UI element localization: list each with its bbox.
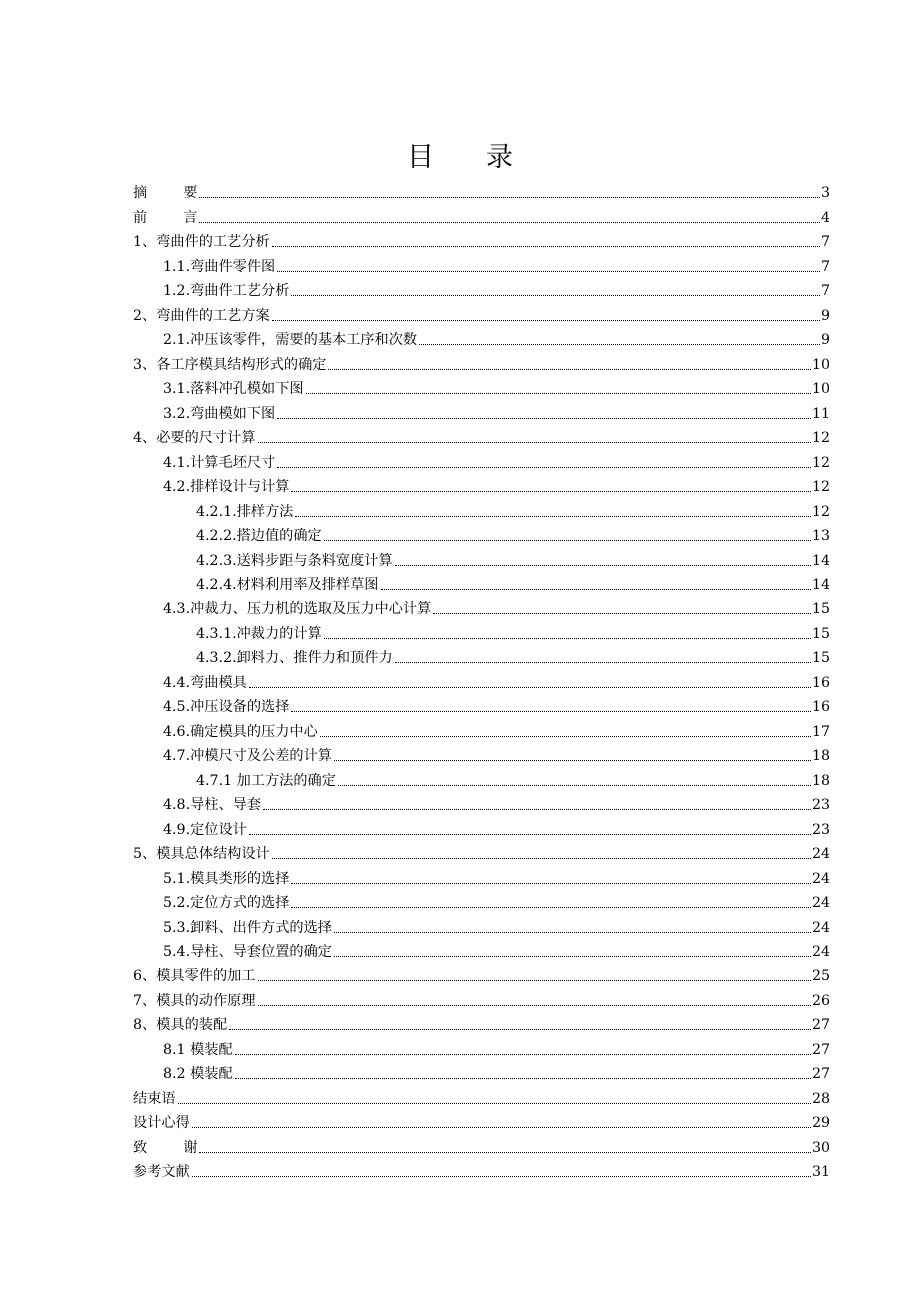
toc-entry[interactable] — [133, 524, 830, 548]
toc-entry-label: 4.3.1.冲裁力的计算 — [196, 625, 322, 642]
toc-dot-leader — [324, 540, 811, 541]
toc-entry[interactable] — [133, 842, 830, 866]
toc-entry-label: 4.9.定位设计 — [163, 821, 247, 838]
toc-entry[interactable] — [133, 450, 830, 474]
toc-dot-leader — [199, 197, 820, 198]
toc-entry[interactable] — [133, 1062, 830, 1086]
toc-entry[interactable] — [133, 499, 830, 523]
toc-entry-label: 参考文献 — [133, 1164, 190, 1181]
toc-entry-label: 8.1 模装配 — [163, 1041, 233, 1058]
toc-dot-leader — [295, 516, 811, 517]
toc-entry-label: 4.8.导柱、导套 — [163, 797, 262, 814]
toc-entry-page-number: 12 — [811, 503, 830, 520]
toc-entry-label: 4.1.计算毛坯尺寸 — [163, 454, 276, 471]
toc-entry-label: 4.7.1 加工方法的确定 — [196, 772, 336, 789]
toc-entry-page-number: 29 — [811, 1115, 830, 1132]
toc-entry[interactable] — [133, 695, 830, 719]
toc-entry-page-number: 4 — [820, 209, 830, 226]
toc-dot-leader — [277, 467, 811, 468]
toc-dot-leader — [291, 711, 811, 712]
toc-entry-page-number: 11 — [811, 405, 830, 422]
toc-dot-leader — [320, 736, 811, 737]
toc-entry-page-number: 16 — [811, 674, 830, 691]
toc-entry-label: 4.6.确定模具的压力中心 — [163, 723, 318, 740]
toc-entry[interactable] — [133, 964, 830, 988]
toc-dot-leader — [272, 246, 820, 247]
toc-entry-page-number: 13 — [811, 528, 830, 545]
toc-entry[interactable] — [133, 1013, 830, 1037]
toc-heading-char-2: 录 — [486, 142, 513, 173]
toc-dot-leader — [199, 222, 820, 223]
toc-dot-leader — [291, 883, 811, 884]
toc-entry-label: 4、必要的尺寸计算 — [133, 430, 256, 447]
toc-entry-label: 2.1.冲压该零件，需要的基本工序和次数 — [163, 332, 418, 349]
toc-dot-leader — [433, 613, 811, 614]
toc-entry[interactable] — [133, 817, 830, 841]
toc-entry[interactable] — [133, 940, 830, 964]
toc-entry-label: 4.4.弯曲模具 — [163, 674, 247, 691]
toc-entry-label: 5、模具总体结构设计 — [133, 846, 270, 863]
toc-entry-page-number: 9 — [820, 332, 830, 349]
toc-entry[interactable] — [133, 915, 830, 939]
toc-dot-leader — [291, 491, 811, 492]
toc-dot-leader — [306, 393, 811, 394]
toc-entry[interactable] — [133, 352, 830, 376]
toc-entry-page-number: 17 — [811, 723, 830, 740]
toc-entry-label: 4.3.2.卸料力、推件力和顶件力 — [196, 650, 393, 667]
toc-entry-label: 8、模具的装配 — [133, 1017, 228, 1034]
toc-entry-page-number: 3 — [820, 185, 830, 202]
toc-dot-leader — [272, 320, 820, 321]
toc-entry-page-number: 12 — [811, 479, 830, 496]
toc-entry-page-number: 27 — [811, 1017, 830, 1034]
toc-entry[interactable] — [133, 866, 830, 890]
toc-entry-page-number: 14 — [811, 576, 830, 593]
toc-entry[interactable] — [133, 670, 830, 694]
toc-entry[interactable] — [133, 1160, 830, 1184]
toc-entry-page-number: 15 — [811, 625, 830, 642]
toc-entry[interactable] — [133, 1086, 830, 1110]
toc-entry[interactable] — [133, 475, 830, 499]
toc-entry[interactable] — [133, 230, 830, 254]
toc-entry[interactable] — [133, 1111, 830, 1135]
toc-dot-leader — [381, 589, 811, 590]
toc-entry[interactable] — [133, 401, 830, 425]
toc-dot-leader — [199, 1152, 811, 1153]
toc-entry-label: 致谢 — [133, 1139, 234, 1156]
toc-entry[interactable] — [133, 254, 830, 278]
toc-dot-leader — [258, 442, 811, 443]
toc-entry-label: 5.3.卸料、出件方式的选择 — [163, 919, 332, 936]
toc-entry-page-number: 15 — [811, 650, 830, 667]
toc-entry-page-number: 24 — [811, 870, 830, 887]
toc-entry-page-number: 14 — [811, 552, 830, 569]
toc-dot-leader — [334, 932, 811, 933]
toc-dot-leader — [277, 271, 820, 272]
toc-entry-page-number: 31 — [811, 1164, 830, 1181]
toc-dot-leader — [328, 369, 810, 370]
toc-entry[interactable] — [133, 279, 830, 303]
toc-entry-label: 5.2.定位方式的选择 — [163, 895, 290, 912]
toc-entry-page-number: 23 — [811, 797, 830, 814]
toc-entry-page-number: 10 — [811, 381, 830, 398]
toc-entry[interactable] — [133, 1037, 830, 1061]
toc-entry-page-number: 27 — [811, 1041, 830, 1058]
toc-dot-leader — [192, 1176, 811, 1177]
toc-entry[interactable] — [133, 891, 830, 915]
toc-dot-leader — [258, 1005, 811, 1006]
toc-entry-label: 2、弯曲件的工艺方案 — [133, 307, 270, 324]
toc-entry[interactable] — [133, 328, 830, 352]
toc-entry-page-number: 23 — [811, 821, 830, 838]
toc-heading-char-1: 目 — [407, 142, 434, 173]
toc-dot-leader — [395, 565, 811, 566]
toc-entry-page-number: 26 — [811, 992, 830, 1009]
toc-entry-page-number: 24 — [811, 846, 830, 863]
toc-dot-leader — [263, 809, 811, 810]
toc-entry-page-number: 7 — [820, 234, 830, 251]
toc-entry-label: 7、模具的动作原理 — [133, 992, 256, 1009]
toc-entry[interactable] — [133, 548, 830, 572]
toc-entry-label: 5.4.导柱、导套位置的确定 — [163, 944, 332, 960]
toc-entry-label: 1.2.弯曲件工艺分析 — [163, 283, 290, 300]
toc-entry-label: 4.3.冲裁力、压力机的选取及压力中心计算 — [163, 601, 432, 618]
toc-list — [133, 181, 830, 1184]
toc-entry-page-number: 18 — [811, 748, 830, 765]
toc-dot-leader — [395, 662, 811, 663]
toc-entry[interactable] — [133, 988, 830, 1012]
toc-entry-label: 摘要 — [133, 185, 234, 202]
toc-entry-label: 5.1.模具类形的选择 — [163, 870, 290, 887]
toc-entry-page-number: 12 — [811, 430, 830, 447]
toc-entry-page-number: 7 — [820, 258, 830, 275]
toc-entry-label: 4.7.冲模尺寸及公差的计算 — [163, 748, 332, 765]
toc-entry[interactable] — [133, 303, 830, 327]
toc-entry-label: 4.2.2.搭边值的确定 — [196, 528, 322, 545]
toc-entry-label: 4.2.排样设计与计算 — [163, 479, 290, 496]
toc-entry-label: 8.2 模装配 — [163, 1066, 233, 1083]
toc-entry[interactable] — [133, 719, 830, 743]
toc-dot-leader — [334, 760, 811, 761]
toc-entry-label: 结束语 — [133, 1090, 176, 1107]
toc-entry-label: 1、弯曲件的工艺分析 — [133, 234, 270, 251]
toc-entry[interactable] — [133, 1135, 830, 1159]
toc-dot-leader — [229, 1029, 811, 1030]
toc-dot-leader — [272, 858, 811, 859]
toc-dot-leader — [338, 785, 811, 786]
toc-entry-label: 6、模具零件的加工 — [133, 968, 256, 985]
toc-entry[interactable] — [133, 597, 830, 621]
toc-entry-label: 4.2.3.送料步距与条料宽度计算 — [196, 552, 393, 569]
toc-entry-label: 设计心得 — [133, 1115, 190, 1132]
toc-entry-page-number: 27 — [811, 1066, 830, 1083]
toc-entry[interactable] — [133, 377, 830, 401]
toc-entry-page-number: 9 — [820, 307, 830, 324]
toc-dot-leader — [277, 418, 811, 419]
toc-entry-page-number: 18 — [811, 772, 830, 789]
toc-entry[interactable] — [133, 573, 830, 597]
toc-entry-page-number: 16 — [811, 699, 830, 716]
toc-entry-label: 4.2.4.材料利用率及排样草图 — [196, 576, 379, 593]
toc-entry-page-number: 15 — [811, 601, 830, 618]
toc-entry-page-number: 30 — [811, 1139, 830, 1156]
toc-dot-leader — [324, 638, 811, 639]
toc-entry[interactable] — [133, 621, 830, 645]
toc-dot-leader — [235, 1078, 811, 1079]
toc-entry-label: 1.1.弯曲件零件图 — [163, 258, 276, 275]
toc-dot-leader — [192, 1127, 811, 1128]
toc-entry-page-number: 24 — [811, 919, 830, 936]
toc-entry[interactable] — [133, 768, 830, 792]
toc-entry-label: 4.5.冲压设备的选择 — [163, 699, 290, 716]
toc-dot-leader — [235, 1054, 811, 1055]
toc-entry-page-number: 24 — [811, 944, 830, 960]
toc-entry-label: 4.2.1.排样方法 — [196, 503, 294, 520]
toc-dot-leader — [178, 1103, 811, 1104]
toc-dot-leader — [419, 344, 820, 345]
toc-entry[interactable] — [133, 646, 830, 670]
toc-entry-label: 前言 — [133, 209, 234, 226]
toc-entry-label: 3.2.弯曲模如下图 — [163, 405, 276, 422]
toc-dot-leader — [258, 980, 811, 981]
toc-heading — [0, 138, 920, 178]
toc-entry[interactable] — [133, 744, 830, 768]
toc-entry[interactable] — [133, 181, 830, 205]
toc-entry-page-number: 24 — [811, 895, 830, 912]
toc-dot-leader — [291, 907, 811, 908]
toc-entry-label: 3、各工序模具结构形式的确定 — [133, 356, 327, 373]
toc-dot-leader — [334, 956, 811, 957]
toc-entry-page-number: 10 — [811, 356, 830, 373]
toc-entry[interactable] — [133, 793, 830, 817]
toc-entry-label: 3.1.落料冲孔模如下图 — [163, 381, 304, 398]
toc-dot-leader — [249, 687, 811, 688]
toc-entry-page-number: 28 — [811, 1090, 830, 1107]
toc-entry[interactable] — [133, 205, 830, 229]
toc-entry[interactable] — [133, 426, 830, 450]
toc-dot-leader — [249, 834, 811, 835]
toc-entry-page-number: 25 — [811, 968, 830, 985]
toc-entry-page-number: 12 — [811, 454, 830, 471]
toc-dot-leader — [291, 295, 820, 296]
toc-entry-page-number: 7 — [820, 283, 830, 300]
